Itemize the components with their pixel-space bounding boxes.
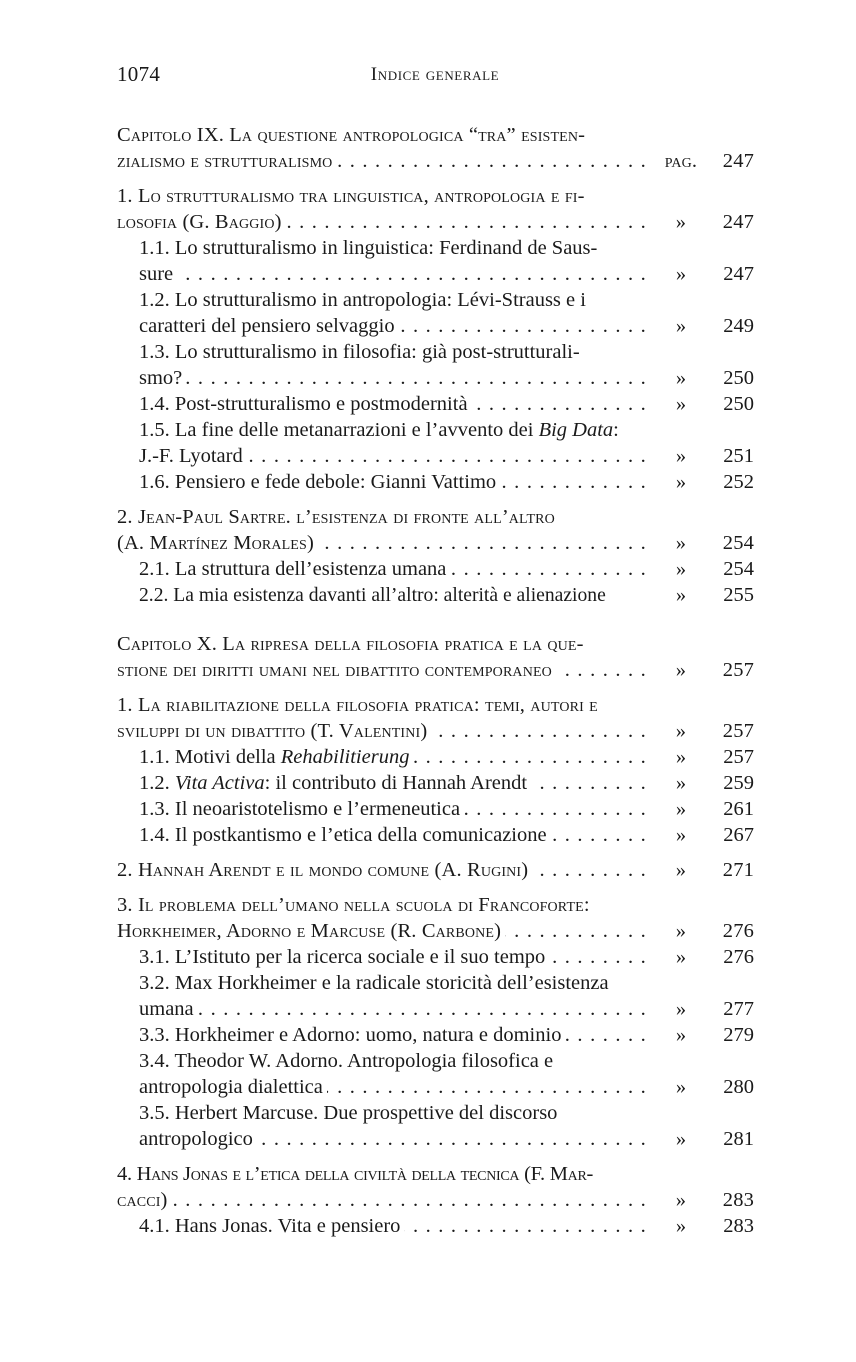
subsection-entry[interactable] (117, 556, 757, 582)
entry-title: 1. La riabilitazione della filosofia pratica: temi, autori e (117, 694, 602, 716)
ditto-mark: » (675, 946, 687, 968)
entry-title: antropologico (139, 1128, 257, 1150)
subsection-entry[interactable] (117, 796, 757, 822)
page-ref: 259 (723, 772, 754, 794)
ditto-mark: » (675, 1128, 687, 1150)
section-entry[interactable] (117, 1161, 757, 1213)
entry-title: losofia (G. Baggio) (117, 211, 286, 233)
entry-title: 1.1. Motivi della Rehabilitierung (139, 746, 413, 768)
page-ref: 277 (723, 998, 754, 1020)
section-entry[interactable] (117, 692, 757, 744)
entry-title: smo? (139, 367, 186, 389)
ditto-mark: » (675, 263, 687, 285)
ditto-mark: » (675, 659, 687, 681)
ditto-mark: » (675, 859, 687, 881)
page-ref: 254 (722, 532, 754, 554)
entry-title: 3.5. Herbert Marcuse. Due prospettive del discorso (139, 1102, 561, 1124)
page-ref: 279 (723, 1024, 754, 1046)
ditto-mark: » (675, 824, 687, 846)
entry-title: 4.1. Hans Jonas. Vita e pensiero (139, 1215, 404, 1237)
ditto-mark: » (675, 393, 687, 415)
subsection-entry[interactable] (117, 1100, 757, 1152)
ditto-mark: » (675, 315, 687, 337)
ditto-mark: » (675, 1189, 687, 1211)
ditto-mark: » (675, 1076, 687, 1098)
subsection-entry[interactable] (117, 744, 757, 770)
page-ref: 261 (723, 798, 754, 820)
subsection-entry[interactable] (117, 339, 757, 391)
ditto-mark: » (675, 746, 687, 768)
entry-title: 3. Il problema dell’umano nella scuola di Francoforte: (117, 894, 594, 916)
section-entry[interactable] (117, 183, 757, 235)
subsection-entry[interactable] (117, 944, 757, 970)
page-ref: 283 (723, 1215, 754, 1237)
ditto-mark: » (675, 584, 687, 606)
ditto-mark: » (675, 720, 687, 742)
entry-title: Horkheimer, Adorno e Marcuse (R. Carbone) (117, 920, 505, 942)
page-ref: 252 (723, 471, 754, 493)
ditto-mark: » (675, 211, 687, 233)
subsection-entry[interactable] (117, 1048, 757, 1100)
page-ref: 250 (723, 367, 754, 389)
ditto-mark: » (675, 471, 687, 493)
ditto-mark: » (675, 920, 687, 942)
entry-title: (A. Martínez Morales) (117, 532, 318, 554)
ditto-mark: » (675, 1215, 687, 1237)
page-ref: 251 (723, 445, 754, 467)
entry-title: Capitolo X. La ripresa della filosofia pratica e la que- (117, 633, 588, 655)
entry-title: umana (139, 998, 198, 1020)
entry-title: 1.3. Lo strutturalismo in filosofia: già post-strutturali- (139, 341, 584, 363)
ditto-mark: » (675, 367, 687, 389)
page-ref: 280 (723, 1076, 754, 1098)
page-ref: 255 (723, 584, 754, 606)
ditto-mark: » (675, 772, 687, 794)
page-ref: 247 (722, 211, 754, 233)
section-entry[interactable] (117, 892, 757, 944)
ditto-mark: » (675, 1024, 687, 1046)
subsection-entry[interactable] (117, 235, 757, 287)
page-ref: 276 (722, 920, 754, 942)
entry-title: 1.3. Il neoaristotelismo e l’ermeneutica (139, 798, 464, 820)
entry-title: 4. Hans Jonas e l’etica della civiltà della tecnica (F. Mar- (117, 1163, 597, 1185)
running-head: Indice generale (370, 64, 500, 85)
entry-title: J.-F. Lyotard (139, 445, 247, 467)
subsection-entry[interactable] (117, 1213, 757, 1239)
page-ref: 250 (723, 393, 754, 415)
entry-title: 3.2. Max Horkheimer e la radicale storicità dell’esistenza (139, 972, 613, 994)
entry-title: 3.4. Theodor W. Adorno. Antropologia filosofica e (139, 1050, 557, 1072)
page-ref: 257 (722, 720, 754, 742)
page-ref: 283 (722, 1189, 754, 1211)
entry-title: 1.6. Pensiero e fede debole: Gianni Vattimo (139, 471, 500, 493)
page-ref: 276 (723, 946, 754, 968)
entry-title: 1.5. La fine delle metanarrazioni e l’avvento dei Big Data: (139, 419, 623, 441)
table-of-contents (117, 122, 757, 1239)
entry-title: 1.2. Lo strutturalismo in antropologia: Lévi-Strauss e i (139, 289, 590, 311)
page-ref: 247 (723, 263, 754, 285)
subsection-entry[interactable] (117, 417, 757, 469)
chapter-entry-10[interactable] (117, 631, 757, 683)
ditto-mark: » (675, 445, 687, 467)
entry-title: 3.3. Horkheimer e Adorno: uomo, natura e dominio (139, 1024, 565, 1046)
ditto-mark: » (675, 532, 687, 554)
page-ref: 281 (723, 1128, 754, 1150)
page-ref: 254 (723, 558, 754, 580)
subsection-entry[interactable] (117, 822, 757, 848)
subsection-entry[interactable] (117, 970, 757, 1022)
page-ref: 271 (722, 859, 754, 881)
page-ref: 257 (723, 746, 754, 768)
entry-title: 2. Hannah Arendt e il mondo comune (A. Rugini) (117, 859, 532, 881)
entry-title: stione dei diritti umani nel dibattito contemporaneo (117, 659, 556, 681)
section-entry[interactable] (117, 857, 757, 883)
entry-title: 2. Jean-Paul Sartre. l’esistenza di fronte all’altro (117, 506, 559, 528)
page-ref: 267 (723, 824, 754, 846)
entry-title: zialismo e strutturalismo (117, 150, 336, 172)
entry-title: 1.1. Lo strutturalismo in linguistica: Ferdinand de Saus- (139, 237, 601, 259)
page-ref: 257 (722, 659, 754, 681)
entry-title: Capitolo IX. La questione antropologica “tra” esisten- (117, 124, 589, 146)
ditto-mark: » (675, 998, 687, 1020)
page-ref: 249 (723, 315, 754, 337)
subsection-entry[interactable] (117, 1022, 757, 1048)
page-label: pag. (664, 150, 698, 172)
entry-title: 2.2. La mia esistenza davanti all’altro: alterità e alienazione (139, 585, 610, 606)
entry-title: sviluppi di un dibattito (T. Valentini) (117, 720, 431, 742)
entry-title: 3.1. L’Istituto per la ricerca sociale e il suo tempo (139, 946, 549, 968)
subsection-entry[interactable] (117, 391, 757, 417)
chapter-entry-9[interactable] (117, 122, 757, 174)
entry-title: sure (139, 263, 177, 285)
page-number: 1074 (117, 62, 161, 86)
subsection-entry[interactable] (117, 582, 757, 608)
entry-title: caratteri del pensiero selvaggio (139, 315, 399, 337)
entry-title: cacci) (117, 1189, 172, 1211)
ditto-mark: » (675, 558, 687, 580)
subsection-entry[interactable] (117, 469, 757, 495)
subsection-entry[interactable] (117, 770, 757, 796)
ditto-mark: » (675, 798, 687, 820)
page-ref: 247 (722, 150, 754, 172)
section-entry[interactable] (117, 504, 757, 556)
subsection-entry[interactable] (117, 287, 757, 339)
entry-title: 1.2. Vita Activa: il contributo di Hannah Arendt (139, 772, 531, 794)
entry-title: 1. Lo strutturalismo tra linguistica, antropologia e fi- (117, 185, 589, 207)
entry-title: antropologia dialettica (139, 1076, 327, 1098)
entry-title: 1.4. Il postkantismo e l’etica della comunicazione (139, 824, 551, 846)
entry-title: 2.1. La struttura dell’esistenza umana (139, 558, 450, 580)
entry-title: 1.4. Post-strutturalismo e postmodernità (139, 393, 472, 415)
